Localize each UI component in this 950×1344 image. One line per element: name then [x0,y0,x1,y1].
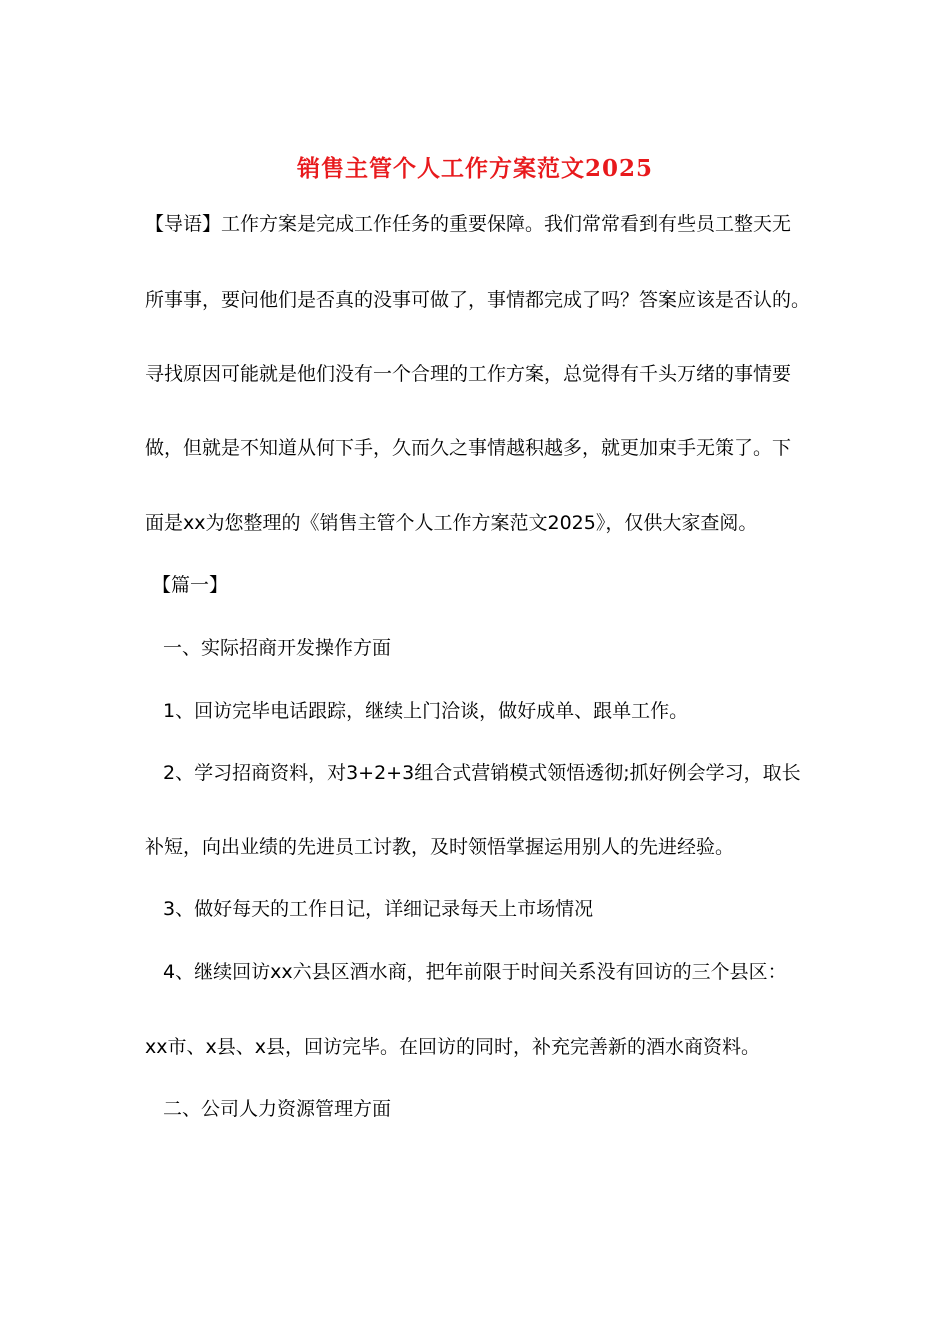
intro-line-3: 寻找原因可能就是他们没有一个合理的工作方案，总觉得有千头万绪的事情要 [145,363,792,385]
intro-line-2: 所事事，要问他们是否真的没事可做了，事情都完成了吗？答案应该是否认的。 [145,289,811,311]
list-item-2-line-2: 补短，向出业绩的先进员工讨教，及时领悟掌握运用别人的先进经验。 [145,836,735,858]
document-title: 销售主管个人工作方案范文2025 [296,155,653,182]
list-item-4-line-2: xx市、x县、x县，回访完毕。在回访的同时，补充完善新的酒水商资料。 [145,1036,760,1058]
section-heading-2: 二、公司人力资源管理方面 [163,1098,392,1120]
list-item-2-line-1: 2、学习招商资料，对3+2+3组合式营销模式领悟透彻;抓好例会学习，取长 [163,762,801,784]
section-heading-1: 一、实际招商开发操作方面 [163,637,392,659]
intro-line-4: 做，但就是不知道从何下手，久而久之事情越积越多，就更加束手无策了。下 [145,437,792,459]
intro-line-1: 【导语】工作方案是完成工作任务的重要保障。我们常常看到有些员工整天无 [145,213,792,235]
list-item-4-line-1: 4、继续回访xx六县区酒水商，把年前限于时间关系没有回访的三个县区： [163,961,787,983]
section-heading-part-one: 【篇一】 [152,574,229,596]
list-item-3: 3、做好每天的工作日记，详细记录每天上市场情况 [163,898,594,920]
intro-line-5: 面是xx为您整理的《销售主管个人工作方案范文2025》，仅供大家查阅。 [145,512,758,534]
list-item-1: 1、回访完毕电话跟踪，继续上门洽谈，做好成单、跟单工作。 [163,700,689,722]
